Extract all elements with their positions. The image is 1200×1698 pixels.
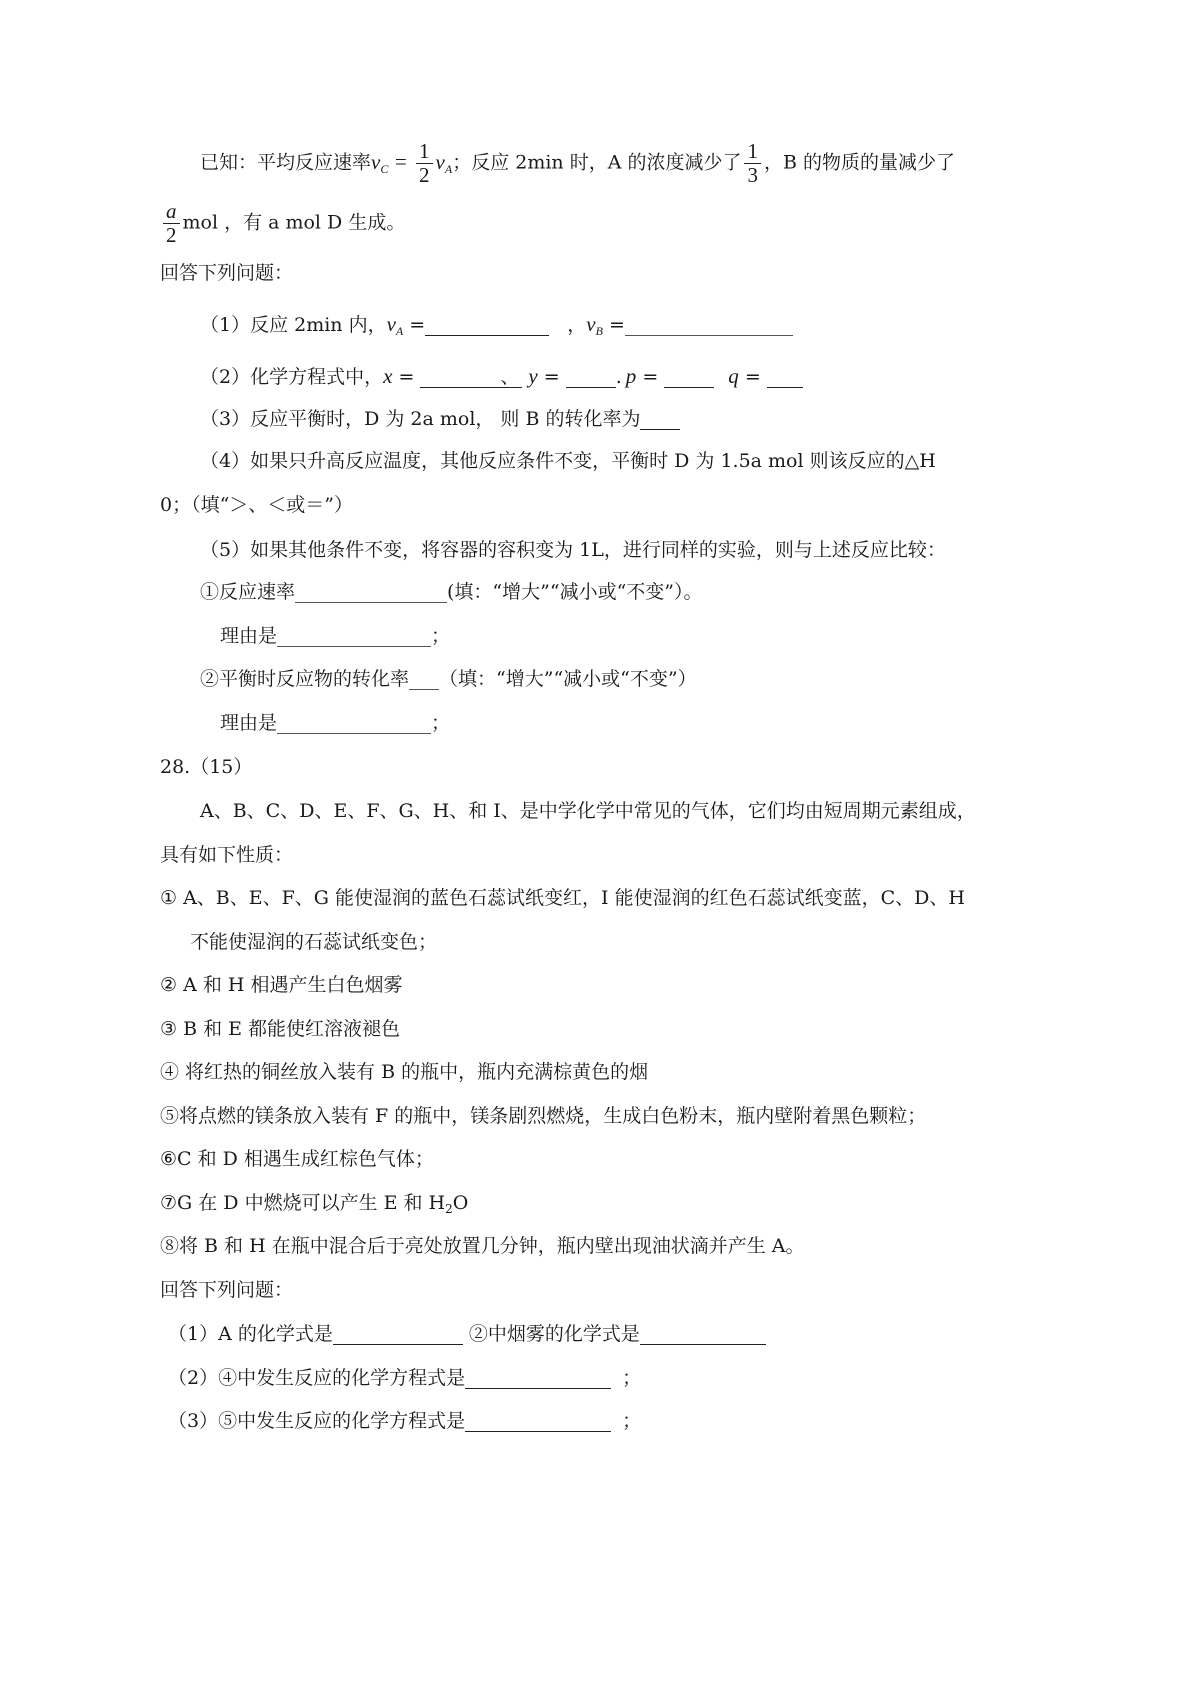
y-symbol: y [528, 364, 538, 388]
answer-header-2: 回答下列问题： [160, 1279, 294, 1301]
fraction-a-over-2: $\frac{a}{2}$ [163, 200, 180, 247]
question-2 [200, 366, 803, 388]
question-5a [200, 583, 703, 603]
reason-label: 理由是 [220, 712, 278, 734]
y-sep: . [615, 366, 622, 388]
reason-end: ； [431, 712, 451, 734]
va-answer-blank[interactable] [425, 316, 549, 336]
q5b-prefix: ②平衡时反应物的转化率 [200, 668, 410, 690]
q28-intro-line-2: 具有如下性质： [160, 844, 294, 866]
property-5: ⑤将点燃的镁条放入装有 F 的瓶中，镁条剧烈燃烧，生成白色粉末，瓶内壁附着黑色颗粒； [160, 1105, 927, 1127]
property-1-line-1: ① A、B、E、F、G 能使湿润的蓝色石蕊试纸变红，I 能使湿润的红色石蕊试纸变蓝，C、D、H [160, 887, 965, 909]
property-7 [160, 1194, 468, 1215]
q1-sep: ， [567, 314, 587, 336]
given-mid: ；反应 2min 时，A 的浓度减少了 [452, 151, 742, 174]
q3-text: （3）反应平衡时，D 为 2a mol， 则 B 的转化率为 [200, 408, 641, 430]
vb-answer-blank[interactable] [625, 316, 793, 336]
a2-prefix: （2）④中发生反应的化学方程式是 [168, 1367, 466, 1389]
question-5-line-1: （5）如果其他条件不变，将容器的容积变为 1L，进行同样的实验，则与上述反应比较： [200, 539, 946, 561]
rate-vc: $v_C$ [371, 149, 389, 176]
given-line-2 [160, 200, 405, 247]
q5a-prefix: ①反应速率 [200, 581, 296, 603]
x-equals: = [392, 366, 421, 388]
a1-smoke-answer-blank[interactable] [640, 1325, 766, 1345]
q5b-suffix: （填：“增大”“减小或“不变”） [439, 668, 697, 690]
q5b-reason-blank[interactable] [277, 714, 431, 734]
property-4: ④ 将红热的铜丝放入装有 B 的瓶中，瓶内充满棕黄色的烟 [160, 1061, 649, 1083]
property-3: ③ B 和 E 都能使红溶液褪色 [160, 1018, 401, 1040]
property-7-text: ⑦G 在 D 中燃烧可以产生 E 和 H [160, 1192, 446, 1214]
a2-answer-blank[interactable]: ； [465, 1369, 611, 1389]
property-8: ⑧将 B 和 H 在瓶中混合后于亮处放置几分钟，瓶内壁出现油状滴并产生 A。 [160, 1235, 805, 1257]
answer-1 [168, 1325, 766, 1345]
question-5b-reason [220, 714, 450, 734]
y-answer-blank[interactable] [566, 368, 616, 388]
question-5b [200, 670, 697, 690]
q5a-suffix: (填：“增大”“减小或“不变”）。 [447, 581, 703, 603]
q5a-answer-blank[interactable] [295, 583, 447, 603]
question-3 [200, 410, 680, 430]
x-sep: 、 [500, 368, 522, 388]
q5b-answer-blank[interactable] [409, 670, 439, 690]
question-1 [200, 314, 793, 337]
q-equals: = [738, 366, 767, 388]
given-line2-rest: mol ，有 a mol D 生成。 [182, 211, 406, 234]
rate-va: $v_A$ [435, 149, 453, 176]
property-6: ⑥C 和 D 相遇生成红棕色气体； [160, 1148, 434, 1170]
q1-equals-b: = [602, 314, 625, 336]
question-4-line-2: 0；（填“＞、＜或＝”） [160, 494, 354, 516]
a3-prefix: （3）⑤中发生反应的化学方程式是 [168, 1410, 466, 1432]
fraction-third: $\frac{1}{3}$ [744, 140, 761, 187]
reason-end: ； [431, 625, 451, 647]
a1-answer-blank[interactable] [333, 1325, 463, 1345]
q1-prefix: （1）反应 2min 内， [200, 314, 387, 336]
reason-label: 理由是 [220, 625, 278, 647]
p-answer-blank[interactable] [664, 368, 714, 388]
y-equals: = [537, 366, 566, 388]
h2o-subscript: 2 [445, 1202, 453, 1216]
p-equals: = [636, 366, 665, 388]
q28-intro-line-1: A、B、C、D、E、F、G、H、和 I、是中学化学中常见的气体，它们均由短周期元素组成， [200, 800, 976, 822]
property-7-o: O [452, 1192, 469, 1214]
x-answer-blank[interactable] [420, 368, 500, 388]
equals: = [388, 149, 414, 174]
answer-2 [168, 1367, 642, 1389]
question-4-line-1: （4）如果只升高反应温度，其他反应条件不变，平衡时 D 为 1.5a mol 则该反应的△H [200, 450, 936, 472]
given-suffix: ，B 的物质的量减少了 [763, 151, 955, 174]
q-answer-blank[interactable] [767, 368, 803, 388]
property-2: ② A 和 H 相遇产生白色烟雾 [160, 974, 403, 996]
a1-prefix: （1）A 的化学式是 [168, 1323, 333, 1345]
question-5a-reason [220, 627, 450, 647]
given-line-1 [200, 140, 955, 187]
fraction-half: $\frac{1}{2}$ [416, 140, 433, 187]
va-symbol: $v_A$ [386, 312, 404, 338]
given-prefix: 已知：平均反应速率 [200, 151, 372, 174]
property-1-line-2: 不能使湿润的石蕊试纸变色； [190, 931, 438, 953]
a1-mid: ②中烟雾的化学式是 [462, 1323, 640, 1345]
answer-header-1: 回答下列问题： [160, 262, 294, 284]
p-symbol: p [625, 364, 637, 388]
q1-equals-a: = [403, 314, 426, 336]
answer-3 [168, 1410, 642, 1432]
a3-answer-blank[interactable]: ； [465, 1412, 611, 1432]
q3-answer-blank[interactable] [640, 410, 680, 430]
x-symbol: x [383, 364, 393, 388]
vb-symbol: $v_B$ [586, 312, 603, 338]
q5a-reason-blank[interactable] [277, 627, 431, 647]
q-symbol: q [728, 364, 739, 388]
question-28-header: 28.（15） [160, 756, 253, 778]
q2-prefix: （2）化学方程式中， [200, 366, 384, 388]
